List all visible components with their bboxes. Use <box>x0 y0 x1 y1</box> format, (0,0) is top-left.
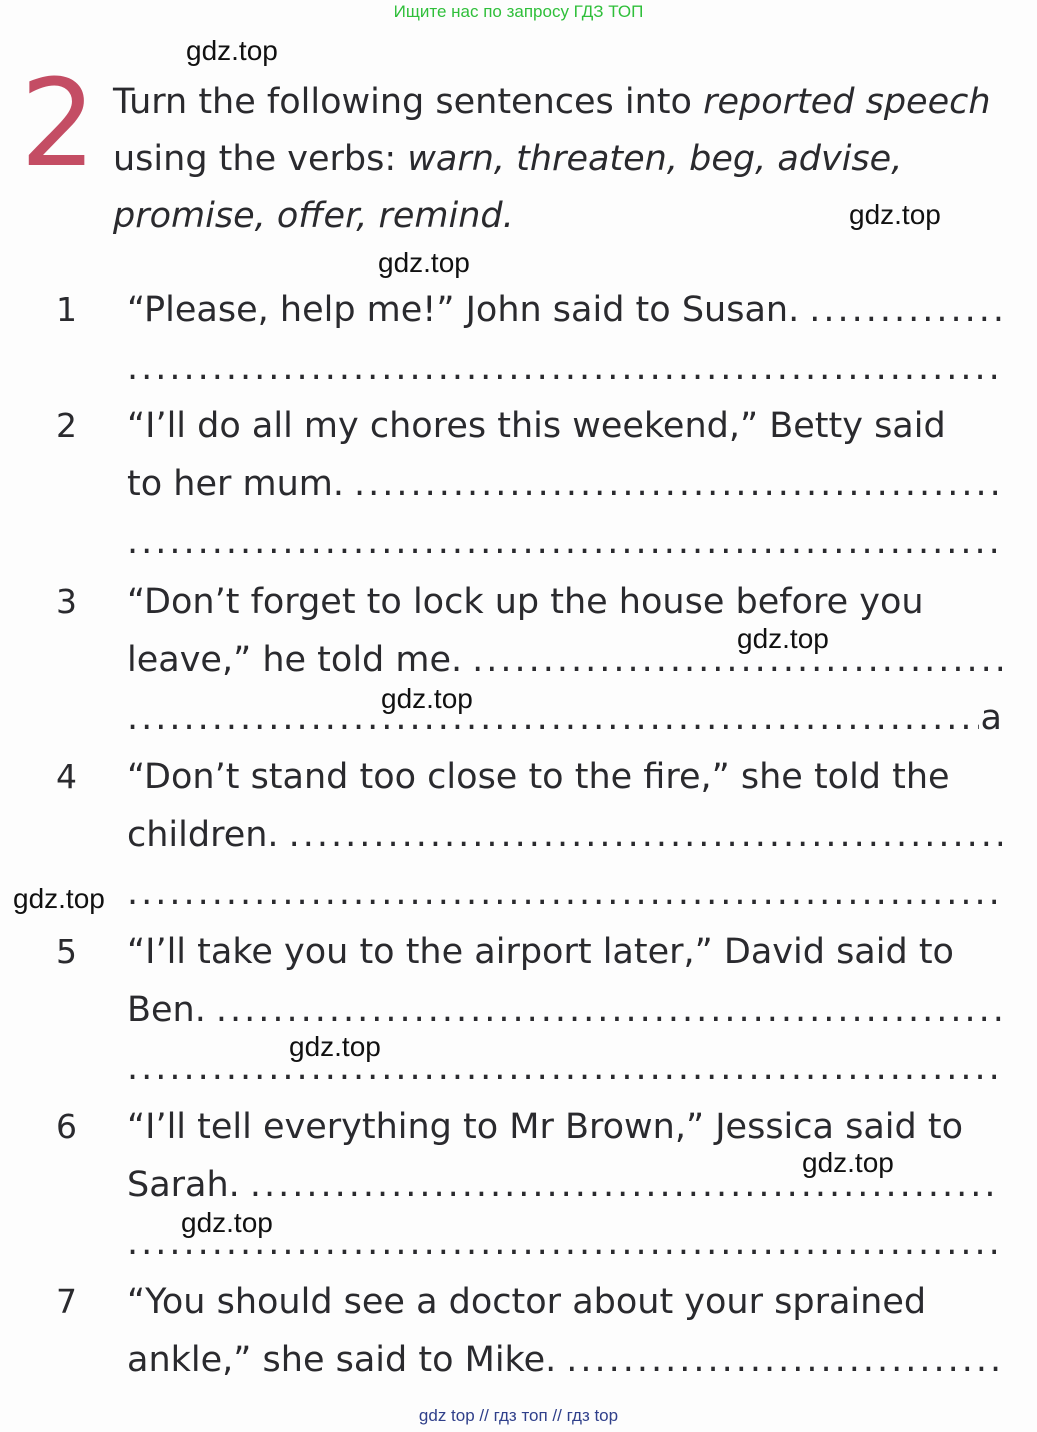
top-banner[interactable]: Ищите нас по запросу ГДЗ ТОП <box>393 2 644 21</box>
item-text <box>127 1273 1002 1389</box>
item-sentence: “I’ll tell everything to Mr Brown,” Jessica said to <box>127 1107 963 1147</box>
item-sentence: ankle,” she said to Mike. <box>127 1340 557 1380</box>
item-text <box>127 1098 1002 1272</box>
item-text <box>127 281 1002 397</box>
item-number: 3 <box>56 582 77 621</box>
item-sentence: to her mum. <box>127 464 344 504</box>
item-sentence: “You should see a doctor about your sprained <box>127 1282 927 1322</box>
item-sentence: “I’ll do all my chores this weekend,” Betty said <box>127 406 946 446</box>
item-text <box>127 748 1002 922</box>
item-sentence: “Don’t stand too close to the fire,” she told the <box>127 757 950 797</box>
watermark-text: gdz.top <box>802 1147 894 1178</box>
watermark-text: gdz.top <box>849 199 941 230</box>
instruction-verbs: warn, threaten, beg, advise, promise, offer, remind. <box>113 139 903 236</box>
item-sentence: “I’ll take you to the airport later,” David said to <box>127 932 954 972</box>
item-text <box>127 573 1002 747</box>
exercise-number: 2 <box>20 55 97 194</box>
item-text <box>127 923 1002 1097</box>
item-number: 1 <box>56 290 77 329</box>
item-sentence: leave,” he told me. <box>127 640 463 680</box>
item-sentence: “Don’t forget to lock up the house before you <box>127 582 924 622</box>
item-sentence: Sarah. <box>127 1165 240 1205</box>
watermark-text: gdz.top <box>186 35 278 66</box>
instruction-part: Turn the following sentences into <box>113 82 704 122</box>
answer-line[interactable] <box>127 689 979 747</box>
item-number: 7 <box>56 1282 77 1321</box>
footer-links[interactable]: gdz top // гдз топ // гдз top <box>418 1406 619 1425</box>
answer-line[interactable] <box>127 339 1002 397</box>
answer-line[interactable] <box>127 1039 1002 1097</box>
instruction-reported-speech: reported speech <box>703 82 991 122</box>
item-text <box>127 397 1002 571</box>
watermark-text: gdz.top <box>381 683 473 714</box>
answer-line[interactable] <box>127 864 1002 922</box>
watermark-text: gdz.top <box>378 247 470 278</box>
item-sentence: Ben. <box>127 990 206 1030</box>
watermark-text: gdz.top <box>289 1031 381 1062</box>
watermark-text: gdz.top <box>181 1207 273 1238</box>
answer-line[interactable] <box>354 455 1002 513</box>
answer-line[interactable] <box>809 281 1002 339</box>
item-sentence: children. <box>127 815 279 855</box>
item-sentence: “Please, help me!” John said to Susan. <box>127 290 800 330</box>
answer-line[interactable] <box>566 1331 1002 1389</box>
instruction-part: using the verbs: <box>113 139 408 179</box>
watermark-text: gdz.top <box>737 623 829 654</box>
item-number: 4 <box>56 757 77 796</box>
answer-line[interactable] <box>127 513 1002 571</box>
trailing-letter: a <box>980 698 1002 738</box>
item-number: 6 <box>56 1107 77 1146</box>
item-number: 5 <box>56 932 77 971</box>
item-number: 2 <box>56 406 77 445</box>
watermark-text: gdz.top <box>13 883 105 914</box>
answer-line[interactable] <box>289 806 1002 864</box>
